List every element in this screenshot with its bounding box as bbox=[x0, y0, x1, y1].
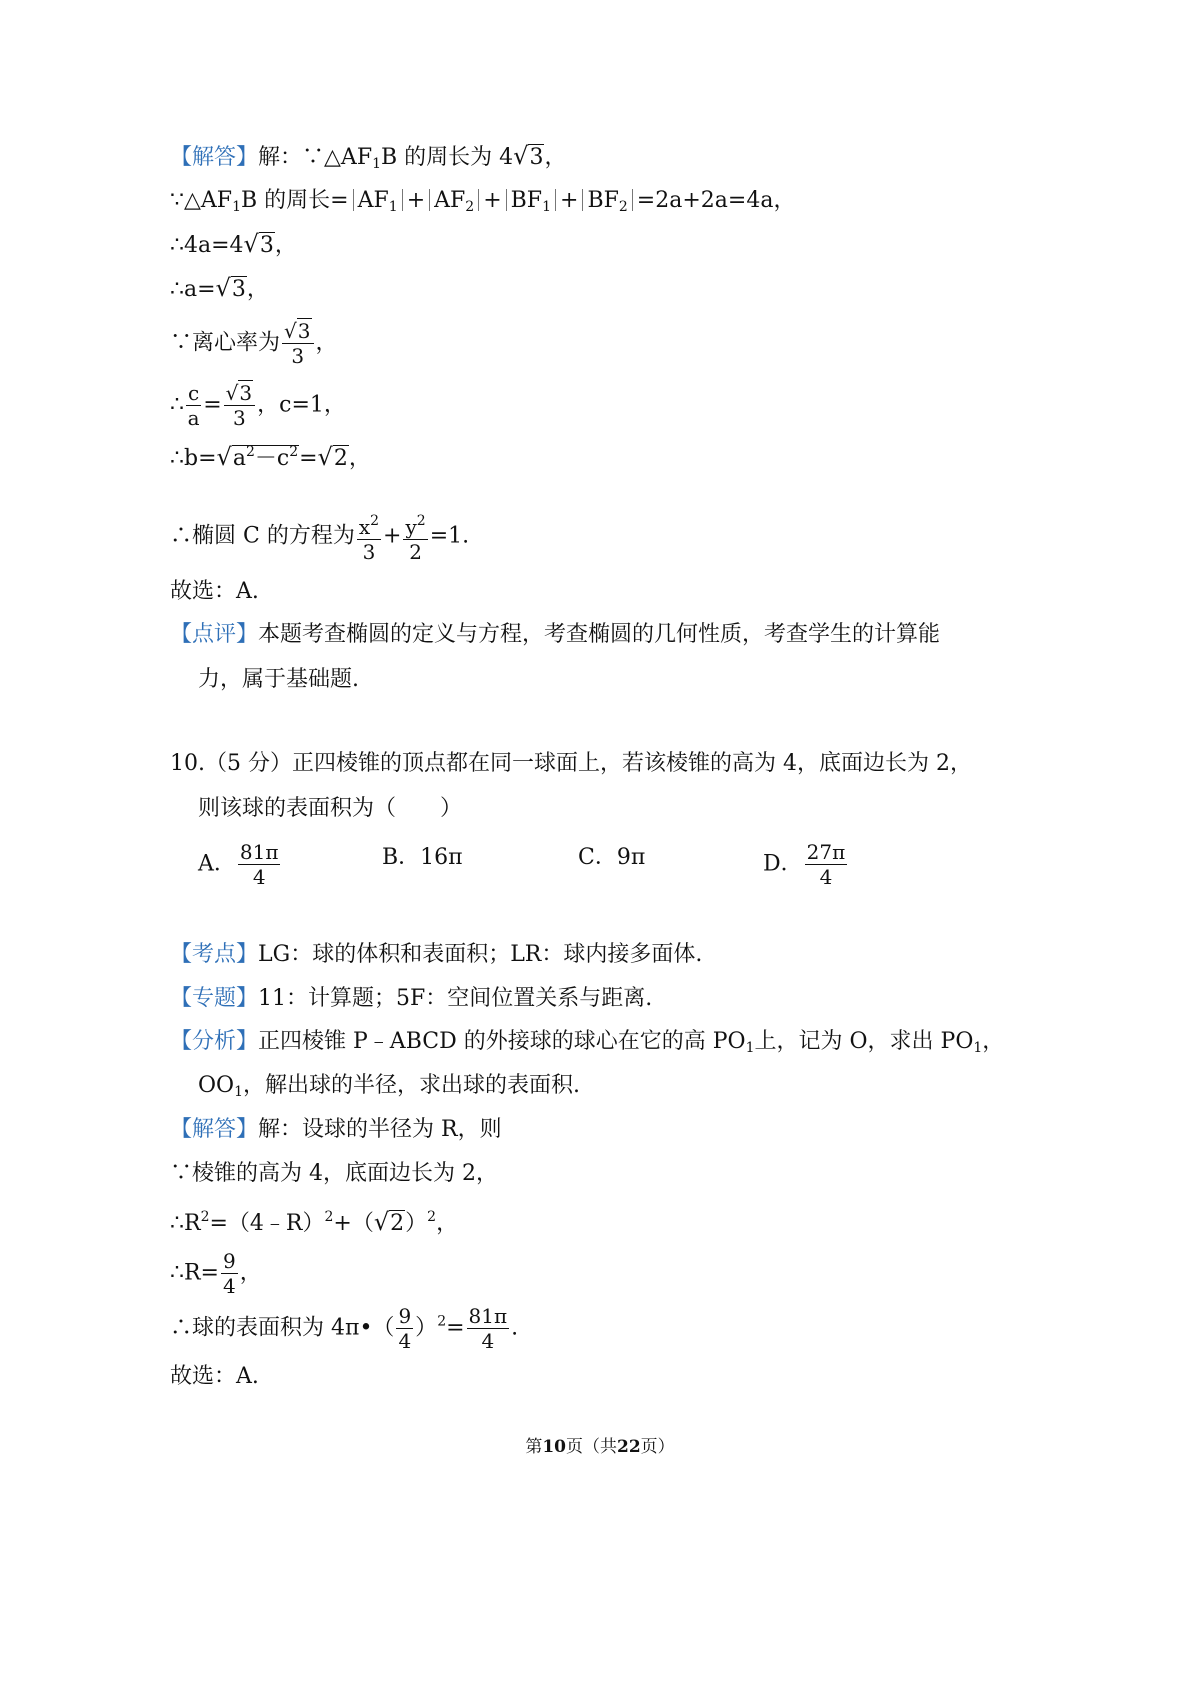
sqrt-3: √3 bbox=[243, 230, 274, 258]
sqrt-2: √2 bbox=[373, 1208, 405, 1236]
fraction-y2-over-2: $\frac{y^2}{2}$ bbox=[403, 510, 427, 563]
sqrt-2: √2 bbox=[317, 443, 348, 471]
q9-choose: 故选：A. bbox=[170, 579, 259, 604]
q10-zhuanti: 【专题】11：计算题；5F：空间位置关系与距离. bbox=[170, 986, 653, 1011]
q10-answer-line3: $\therefore R^2=(4﹣R)^2+(√2)^2$， bbox=[170, 1202, 458, 1239]
fraction-9-over-4: $\frac{9}{4}$ bbox=[398, 1304, 412, 1353]
sqrt-3: √3 bbox=[215, 274, 246, 302]
q10-option-d: D． $\frac{27\pi}{4}$ bbox=[763, 840, 846, 889]
comment-tag: 【点评】 bbox=[170, 622, 259, 647]
fraction-sqrt3-over-3: $\frac{√3}{3}$ bbox=[282, 320, 313, 367]
total-pages: 22 bbox=[617, 1437, 641, 1457]
q10-fenxi-line1: 【分析】正四棱锥 P﹣ABCD 的外接球的球心在它的高 $PO_1$上，记为 O，求出 $PO_1$， bbox=[170, 1029, 1005, 1056]
q9-answer-line7: $\therefore b=√a^2-c^2=√2$， bbox=[170, 437, 371, 474]
q10-stem-line1: 10.（5 分）正四棱锥的顶点都在同一球面上，若该棱锥的高为 4，底面边长为 2， bbox=[170, 751, 972, 776]
q10-choose: 故选：A. bbox=[170, 1364, 259, 1389]
q10-answer-line2: ∵棱锥的高为 4，底面边长为 2， bbox=[170, 1161, 498, 1186]
fraction-9-over-4: $\frac{9}{4}$ bbox=[223, 1249, 236, 1298]
q9-comment-line1: 【点评】本题考查椭圆的定义与方程，考查椭圆的几何性质，考查学生的计算能 bbox=[170, 622, 941, 647]
q10-option-b: B．16π bbox=[382, 845, 463, 870]
q10-answer-line5: ∴球的表面积为 4π•（ $\frac{9}{4}$ ）$^2$= $\frac{81\pi}{4}$ . bbox=[170, 1304, 519, 1353]
page-footer: 第10页（共22页） bbox=[525, 1437, 675, 1457]
q9-answer-line5: ∵离心率为 $\frac{√3}{3}$ ， bbox=[170, 319, 338, 368]
q10-answer-line1: 【解答】解：设球的半径为 R，则 bbox=[170, 1117, 502, 1142]
q9-answer-line1: 【解答】解：$\because\triangle AF_1B$ 的周长为 4√3， bbox=[170, 142, 567, 172]
sqrt-3: √3 bbox=[513, 142, 544, 170]
q10-option-c: C．9π bbox=[578, 845, 646, 870]
answer-tag: 【解答】 bbox=[170, 145, 259, 170]
q10-option-a: A． $\frac{81\pi}{4}$ bbox=[198, 840, 279, 889]
page-number: 10 bbox=[542, 1437, 566, 1457]
q10-fenxi-line2: $OO_1$，解出球的半径，求出球的表面积. bbox=[198, 1073, 580, 1100]
fraction-x2-over-3: $\frac{x^2}{3}$ bbox=[357, 510, 381, 563]
sqrt-a2-minus-c2: $√a^2-c^2$ bbox=[216, 443, 299, 471]
q9-answer-line8: ∴椭圆 C 的方程为 $\frac{x^2}{3}$ + $\frac{y^2}{2}$ =1. bbox=[170, 510, 469, 563]
q10-answer-line4: ∴R= $\frac{9}{4}$ ， bbox=[170, 1249, 262, 1298]
fraction-81pi-over-4: $\frac{81\pi}{4}$ bbox=[468, 1304, 508, 1353]
q9-answer-line4: ∴a=√3， bbox=[170, 273, 269, 305]
q9-answer-line6: ∴ $\frac{c}{a}$ = $\frac{√3}{3}$ ，c=1， bbox=[170, 381, 346, 430]
fraction-c-over-a: $\frac{c}{a}$ bbox=[187, 381, 200, 430]
q9-answer-line3: ∴4a=4√3， bbox=[170, 229, 297, 261]
q9-answer-line2: $\because\triangle AF_1B$ 的周长= $AF_1 + AF_2 + BF_1 + BF_2 =2a+2a=4a$， bbox=[170, 188, 796, 215]
fraction-sqrt3-over-3: $\frac{√3}{3}$ bbox=[224, 382, 255, 429]
q9-comment-line2: 力，属于基础题. bbox=[198, 667, 359, 692]
q10-kaodian: 【考点】LG：球的体积和表面积；LR：球内接多面体. bbox=[170, 942, 703, 967]
q10-stem-line2: 则该球的表面积为（ ） bbox=[198, 796, 463, 821]
